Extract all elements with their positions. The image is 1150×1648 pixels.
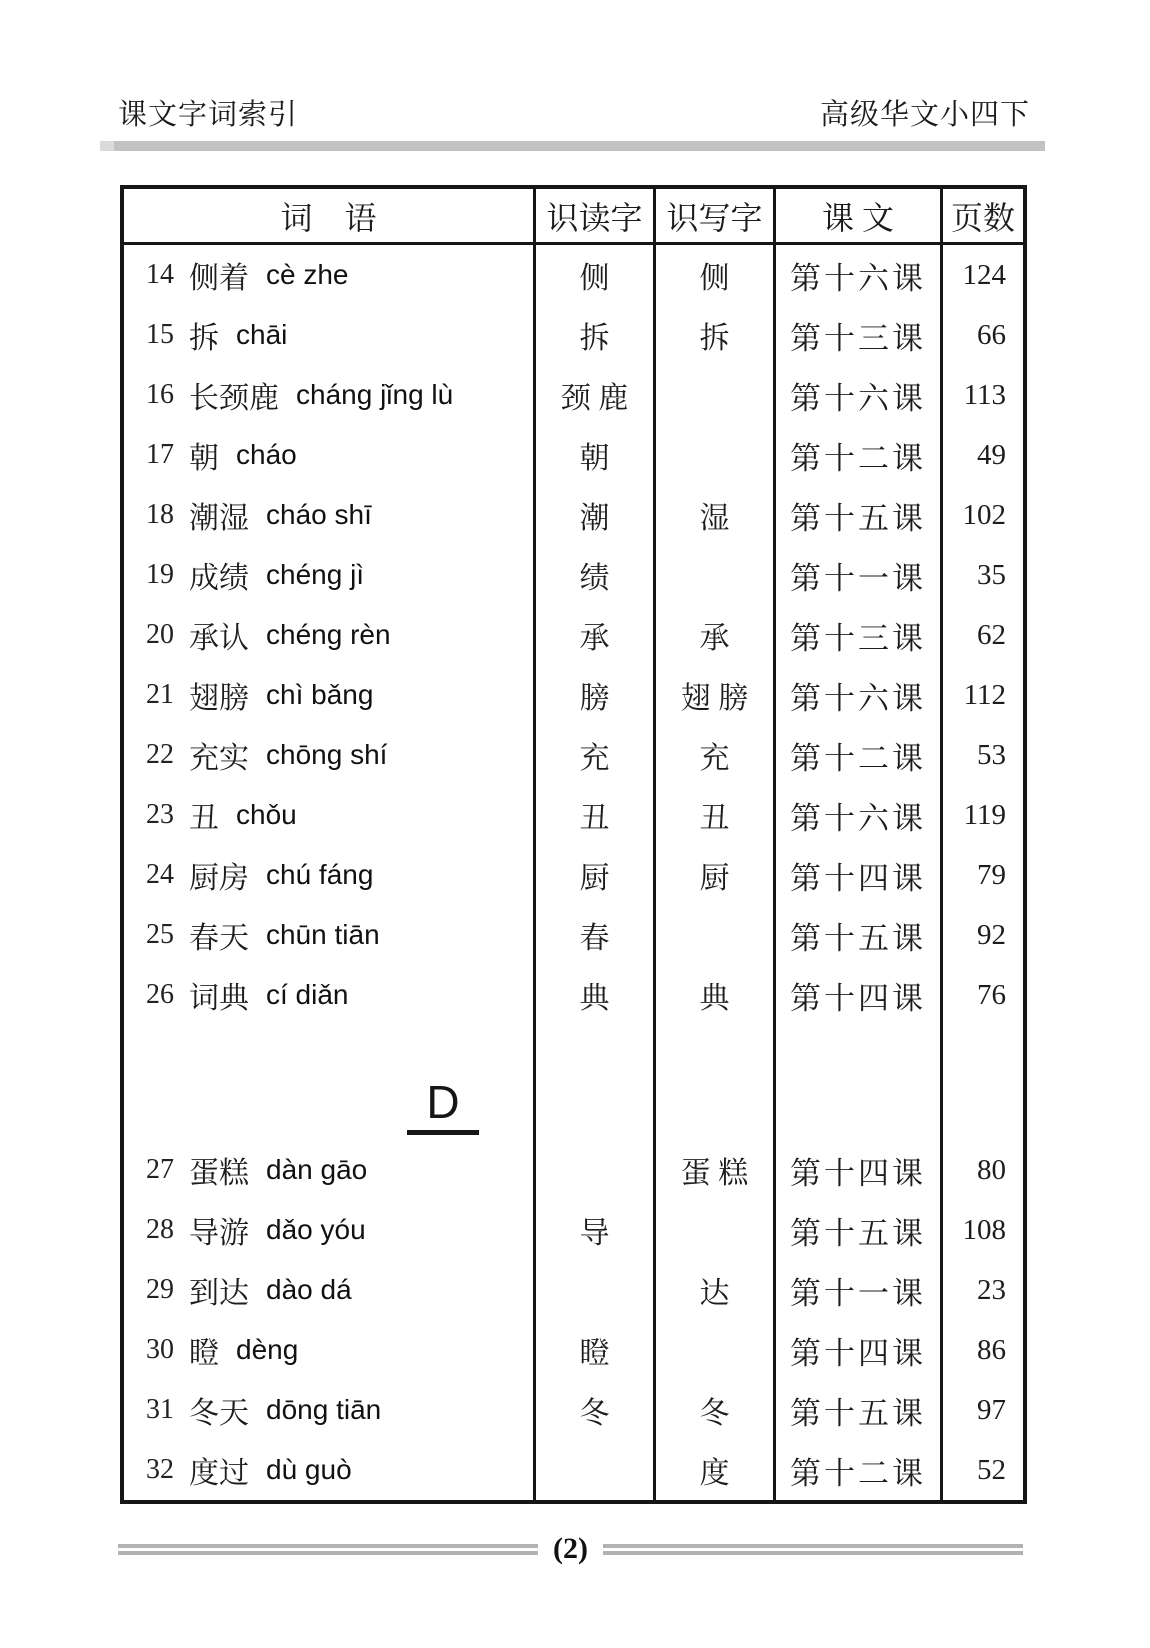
read-character-cell: 朝: [536, 425, 656, 485]
entry-pinyin: cí diǎn: [266, 979, 349, 1010]
column-header-write: 识写字: [656, 189, 776, 242]
entry-pinyin: cháng jǐng lù: [296, 379, 454, 410]
entry-number: 24: [146, 859, 174, 890]
lesson-cell: 第十一课: [776, 545, 943, 605]
entry-word: 丑: [189, 802, 219, 835]
write-character-cell: 度: [656, 1440, 776, 1500]
read-character-cell: 充: [536, 725, 656, 785]
entry-number: 20: [146, 619, 174, 650]
entry-word: 瞪: [189, 1337, 219, 1370]
page-number-cell: 53: [977, 738, 1006, 771]
column-header-word: 词 语: [124, 189, 536, 242]
write-character-cell: 翅 膀: [656, 665, 776, 725]
table-row: [124, 485, 1023, 545]
table-row: [124, 725, 1023, 785]
entry-word: 到达: [189, 1277, 249, 1310]
word-cell: [124, 665, 536, 725]
table-row: [124, 845, 1023, 905]
entry-number: 14: [146, 259, 174, 290]
write-character-cell: 蛋 糕: [656, 1140, 776, 1200]
page-number-cell: 124: [962, 258, 1006, 291]
word-cell: [124, 605, 536, 665]
lesson-cell: 第十五课: [776, 905, 943, 965]
column-header-page: 页数: [950, 199, 1015, 236]
entry-pinyin: dèng: [236, 1334, 299, 1365]
header-left-title: 课文字词索引: [118, 99, 299, 131]
write-character-cell: 典: [656, 965, 776, 1025]
table-row: [124, 1380, 1023, 1440]
read-character-cell: 颈 鹿: [536, 365, 656, 425]
word-cell: [124, 785, 536, 845]
write-character-cell: 承: [656, 605, 776, 665]
read-character-cell: 承: [536, 605, 656, 665]
lesson-cell: 第十五课: [776, 1380, 943, 1440]
read-character-cell: [536, 1140, 656, 1200]
table-row: [124, 1140, 1023, 1200]
table-row: [124, 365, 1023, 425]
write-character-cell: 拆: [656, 305, 776, 365]
entry-number: 22: [146, 739, 174, 770]
entry-word: 拆: [189, 322, 219, 355]
entry-number: 26: [146, 979, 174, 1010]
page-header: [118, 92, 1030, 133]
page-number-cell: 62: [977, 618, 1006, 651]
header-rule: [100, 141, 1045, 151]
read-character-cell: 春: [536, 905, 656, 965]
word-cell: [124, 1200, 536, 1260]
entry-number: 19: [146, 559, 174, 590]
entry-word: 春天: [189, 922, 249, 955]
footer-rule-right: [603, 1544, 1023, 1555]
lesson-cell: 第十三课: [776, 605, 943, 665]
page-number-cell: 113: [963, 378, 1006, 411]
read-character-cell: 丑: [536, 785, 656, 845]
entry-number: 29: [146, 1274, 174, 1305]
lesson-cell: 第十五课: [776, 485, 943, 545]
entry-number: 32: [146, 1454, 174, 1485]
entry-word: 翅膀: [189, 682, 249, 715]
entry-word: 厨房: [189, 862, 249, 895]
lesson-cell: 第十二课: [776, 725, 943, 785]
table-row: [124, 905, 1023, 965]
entry-word: 潮湿: [189, 502, 249, 535]
read-character-cell: 拆: [536, 305, 656, 365]
read-character-cell-empty: [536, 1025, 656, 1140]
read-character-cell: 膀: [536, 665, 656, 725]
page-number-cell-empty: [943, 1025, 1023, 1140]
entry-pinyin: cháo shī: [266, 499, 372, 530]
word-cell: [124, 1140, 536, 1200]
page-number-cell: 76: [977, 978, 1006, 1011]
entry-pinyin: chōng shí: [266, 739, 388, 770]
entry-word: 成绩: [189, 562, 249, 595]
entry-word: 导游: [189, 1217, 249, 1250]
entry-number: 27: [146, 1154, 174, 1185]
word-cell: [124, 545, 536, 605]
write-character-cell: 达: [656, 1260, 776, 1320]
table-row: [124, 305, 1023, 365]
page-number-cell: 80: [977, 1153, 1006, 1186]
word-cell: [124, 1440, 536, 1500]
footer-rule-left: [118, 1544, 538, 1555]
word-cell: [124, 305, 536, 365]
word-cell: [124, 1260, 536, 1320]
lesson-cell: 第十一课: [776, 1260, 943, 1320]
page-number-cell: 23: [977, 1273, 1006, 1306]
entry-number: 21: [146, 679, 174, 710]
lesson-cell: 第十六课: [776, 785, 943, 845]
table-header-row: [124, 189, 1023, 245]
read-character-cell: 绩: [536, 545, 656, 605]
table-row: [124, 1200, 1023, 1260]
entry-pinyin: cè zhe: [266, 259, 349, 290]
word-cell: [124, 845, 536, 905]
entry-word: 充实: [189, 742, 249, 775]
table-row: [124, 965, 1023, 1025]
write-character-cell: 厨: [656, 845, 776, 905]
page-number-cell: 79: [977, 858, 1006, 891]
table-row: [124, 1260, 1023, 1320]
entry-number: 18: [146, 499, 174, 530]
read-character-cell: 侧: [536, 245, 656, 305]
entry-number: 28: [146, 1214, 174, 1245]
page-number: (2): [553, 1532, 588, 1565]
table-row: [124, 545, 1023, 605]
write-character-cell: 冬: [656, 1380, 776, 1440]
page-number-cell: 35: [977, 558, 1006, 591]
word-index-table: [120, 185, 1027, 1504]
entry-word: 长颈鹿: [189, 382, 279, 415]
entry-pinyin: chéng rèn: [266, 619, 391, 650]
page-number-cell: 108: [962, 1213, 1006, 1246]
entry-pinyin: chéng jì: [266, 559, 365, 590]
header-rule-cap: [100, 141, 114, 151]
write-character-cell: [656, 365, 776, 425]
read-character-cell: 瞪: [536, 1320, 656, 1380]
write-character-cell-empty: [656, 1025, 776, 1140]
lesson-cell: 第十五课: [776, 1200, 943, 1260]
page-number-cell: 92: [977, 918, 1006, 951]
lesson-cell: 第十六课: [776, 245, 943, 305]
entry-pinyin: dào dá: [266, 1274, 352, 1305]
write-character-cell: [656, 1200, 776, 1260]
lesson-cell: 第十六课: [776, 365, 943, 425]
page-number-cell: 112: [963, 678, 1006, 711]
page-footer: [118, 1532, 1023, 1566]
entry-word: 词典: [189, 982, 249, 1015]
read-character-cell: 厨: [536, 845, 656, 905]
table-row: [124, 605, 1023, 665]
entry-number: 30: [146, 1334, 174, 1365]
read-character-cell: [536, 1260, 656, 1320]
entry-word: 侧着: [189, 262, 249, 295]
read-character-cell: 导: [536, 1200, 656, 1260]
word-cell: [124, 905, 536, 965]
word-cell: [124, 725, 536, 785]
entry-pinyin: chǒu: [236, 799, 297, 830]
section-letter-cell: [124, 1025, 536, 1140]
word-cell: [124, 245, 536, 305]
write-character-cell: [656, 425, 776, 485]
lesson-cell: 第十四课: [776, 1140, 943, 1200]
section-letter: D: [407, 1079, 479, 1135]
lesson-cell: 第十六课: [776, 665, 943, 725]
read-character-cell: 冬: [536, 1380, 656, 1440]
word-cell: [124, 425, 536, 485]
table-row: [124, 245, 1023, 305]
entry-word: 度过: [189, 1457, 249, 1490]
page-number-cell: 49: [977, 438, 1006, 471]
entry-number: 25: [146, 919, 174, 950]
entry-number: 31: [146, 1394, 174, 1425]
entry-pinyin: chì bǎng: [266, 679, 374, 710]
entry-pinyin: dōng tiān: [266, 1394, 382, 1425]
entry-pinyin: dǎo yóu: [266, 1214, 366, 1245]
header-right-title: 高级华文小四下: [819, 99, 1030, 131]
page-number-cell: 52: [977, 1453, 1006, 1486]
read-character-cell: [536, 1440, 656, 1500]
table-row: [124, 1320, 1023, 1380]
lesson-cell: 第十二课: [776, 425, 943, 485]
entry-pinyin: cháo: [236, 439, 297, 470]
column-header-lesson: 课 文: [776, 189, 943, 242]
lesson-cell: 第十四课: [776, 845, 943, 905]
write-character-cell: [656, 545, 776, 605]
entry-word: 蛋糕: [189, 1157, 249, 1190]
write-character-cell: 侧: [656, 245, 776, 305]
page-number-cell: 102: [962, 498, 1006, 531]
entry-pinyin: chú fáng: [266, 859, 374, 890]
page-number-cell: 97: [977, 1393, 1006, 1426]
table-body: [124, 245, 1023, 1500]
page-number-cell: 119: [963, 798, 1006, 831]
word-cell: [124, 965, 536, 1025]
entry-pinyin: chūn tiān: [266, 919, 380, 950]
entry-pinyin: chāi: [236, 319, 288, 350]
lesson-cell: 第十四课: [776, 965, 943, 1025]
entry-word: 冬天: [189, 1397, 249, 1430]
word-cell: [124, 1380, 536, 1440]
entry-word: 朝: [189, 442, 219, 475]
lesson-cell: 第十二课: [776, 1440, 943, 1500]
write-character-cell: 湿: [656, 485, 776, 545]
entry-word: 承认: [189, 622, 249, 655]
table-row: [124, 785, 1023, 845]
write-character-cell: [656, 1320, 776, 1380]
entry-pinyin: dù guò: [266, 1454, 352, 1485]
entry-number: 23: [146, 799, 174, 830]
word-cell: [124, 1320, 536, 1380]
entry-number: 17: [146, 439, 174, 470]
write-character-cell: 丑: [656, 785, 776, 845]
read-character-cell: 潮: [536, 485, 656, 545]
page-number-cell: 86: [977, 1333, 1006, 1366]
table-row: [124, 425, 1023, 485]
page-number-cell: 66: [977, 318, 1006, 351]
lesson-cell-empty: [776, 1025, 943, 1140]
write-character-cell: 充: [656, 725, 776, 785]
lesson-cell: 第十四课: [776, 1320, 943, 1380]
entry-number: 15: [146, 319, 174, 350]
read-character-cell: 典: [536, 965, 656, 1025]
word-cell: [124, 485, 536, 545]
table-row: [124, 1440, 1023, 1500]
write-character-cell: [656, 905, 776, 965]
column-header-read: 识读字: [536, 189, 656, 242]
entry-number: 16: [146, 379, 174, 410]
table-row: [124, 665, 1023, 725]
entry-pinyin: dàn gāo: [266, 1154, 368, 1185]
section-divider-row: [124, 1025, 1023, 1140]
word-cell: [124, 365, 536, 425]
lesson-cell: 第十三课: [776, 305, 943, 365]
